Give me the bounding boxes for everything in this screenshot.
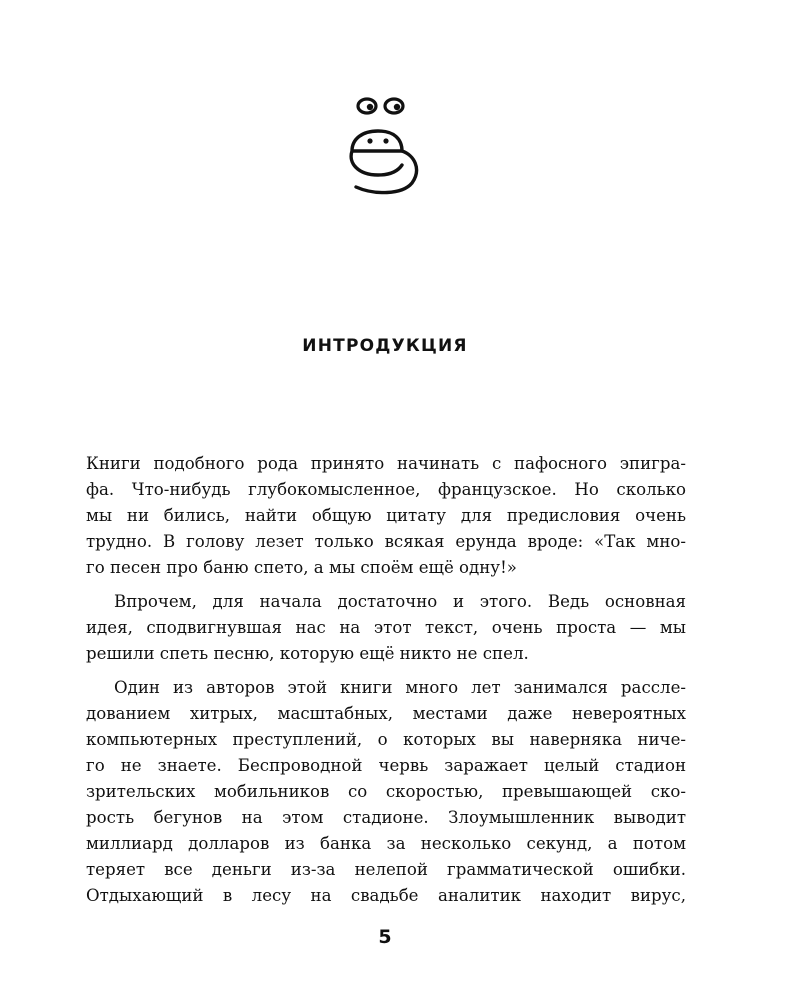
chapter-heading: ИНТРОДУКЦИЯ [302,336,468,356]
text-line: Отдыхающий в лесу на свадьбе аналитик находит вирус, [86,886,686,905]
text-line: трудно. В голову лезет только всякая ерунда вроде: «Так мно- [86,532,686,551]
text-line: го песен про баню спето, а мы споём ещё одну!» [86,558,517,577]
body-text [86,451,686,909]
text-line: го не знаете. Беспроводной червь заражает целый стадион [86,756,686,775]
text-line: зрительских мобильников со скоростью, превышающей ско- [86,782,686,801]
text-line: Один из авторов этой книги много лет занимался рассле- [114,678,686,697]
text-line: мы ни бились, найти общую цитату для предисловия очень [86,506,686,525]
paragraph [86,589,686,667]
text-line: рость бегунов на этом стадионе. Злоумышленник выводит [86,808,686,827]
text-line: компьютерных преступлений, о которых вы наверняка ниче- [86,730,686,749]
paragraph [86,675,686,909]
text-line: фа. Что-нибудь глубокомысленное, французское. Но сколько [86,480,686,499]
text-line: дованием хитрых, масштабных, местами даже невероятных [86,704,686,723]
text-line: Книги подобного рода принято начинать с пафосного эпигра- [86,454,686,473]
text-line: решили спеть песню, которую ещё никто не спел. [86,644,529,663]
text-line: теряет все деньги из-за нелепой грамматической ошибки. [86,860,686,879]
page-number: 5 [378,926,392,948]
letter-body-stroke [351,131,402,175]
text-line: идея, сподвигнувшая нас на этот текст, очень проста — мы [86,618,686,637]
text-line: миллиард долларов из банка за несколько секунд, а потом [86,834,686,853]
text-line: Впрочем, для начала достаточно и этого. Ведь основная [114,592,686,611]
yo-letter-face-icon [338,95,428,200]
paragraph [86,451,686,581]
